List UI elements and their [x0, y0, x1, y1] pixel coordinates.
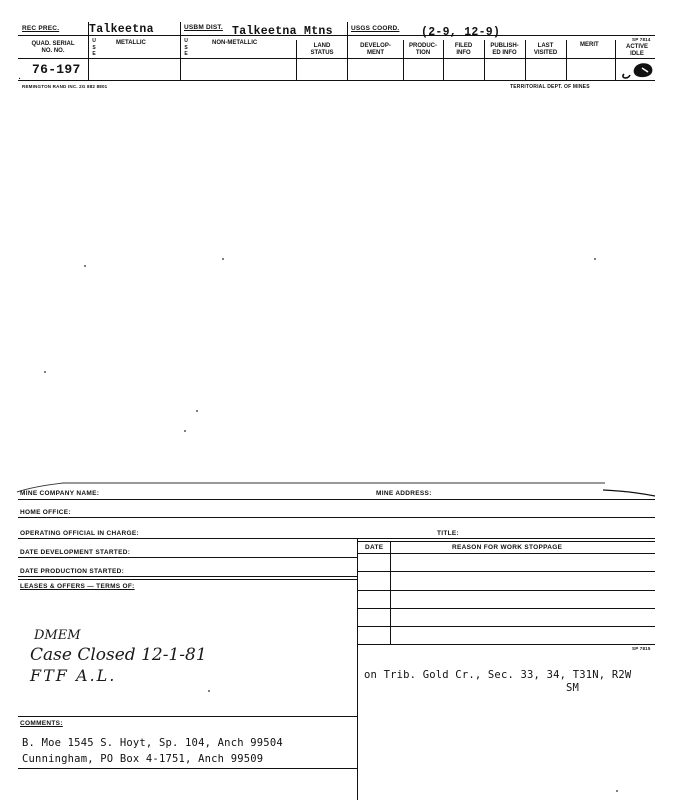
- col-divider: [296, 40, 297, 80]
- date-column-label: DATE: [365, 544, 384, 551]
- table-rule: [357, 590, 655, 591]
- center-divider: [357, 538, 358, 800]
- col-divider: [180, 22, 181, 80]
- col-divider: [566, 40, 567, 80]
- col-divider: [615, 40, 616, 80]
- metallic-label: METALLIC: [116, 40, 146, 46]
- form-rule: [18, 517, 655, 518]
- location-line-2: SM: [566, 682, 580, 694]
- scan-speck: [208, 690, 210, 692]
- form-code-top: SP 7814: [632, 37, 651, 42]
- scan-speck: [222, 258, 224, 260]
- quad-serial-label: QUAD. SERIAL NO. NO.: [31, 41, 75, 54]
- form-top-rule: [15, 472, 665, 502]
- date-column-divider: [390, 541, 391, 645]
- reason-column-label: REASON FOR WORK STOPPAGE: [452, 544, 563, 551]
- table-rule: [357, 608, 655, 609]
- form-rule: [18, 768, 357, 769]
- production-label: PRODUC- TION: [409, 43, 437, 56]
- date-production-started-label: DATE PRODUCTION STARTED:: [20, 568, 125, 575]
- form-rule: [18, 576, 357, 577]
- date-development-started-label: DATE DEVELOPMENT STARTED:: [20, 549, 131, 556]
- use-marker-metallic: U S E: [92, 38, 96, 57]
- comment-line-2: Cunningham, PO Box 4-1751, Anch 99509: [22, 753, 264, 765]
- usbm-dist-value: Talkeetna Mtns: [232, 25, 333, 38]
- non-metallic-label: NON-METALLIC: [212, 40, 258, 46]
- usbm-dist-label: USBM DIST.: [184, 24, 223, 31]
- form-code-bottom: SP 7815: [632, 646, 651, 651]
- col-divider: [347, 22, 348, 80]
- form-rule: [18, 579, 357, 580]
- title-label: TITLE:: [437, 530, 460, 537]
- usgs-coord-label: USGS COORD.: [351, 25, 400, 32]
- scan-speck: [44, 371, 46, 373]
- mine-address-label: MINE ADDRESS:: [376, 490, 432, 497]
- form-rule: [18, 538, 655, 539]
- comment-line-1: B. Moe 1545 S. Hoyt, Sp. 104, Anch 99504: [22, 737, 283, 749]
- merit-label: MERIT: [580, 42, 599, 48]
- serial-number: 76-197: [32, 62, 81, 77]
- scan-speck: [594, 258, 596, 260]
- table-rule: [357, 553, 655, 554]
- last-visited-label: LAST VISITED: [533, 43, 558, 56]
- use-marker-nonmetallic: U S E: [184, 38, 188, 57]
- rec-prec-value: Talkeetna: [89, 23, 154, 36]
- table-rule: [357, 626, 655, 627]
- header-label-divider: [18, 58, 655, 59]
- usgs-coord-value: (2-9, 12-9): [421, 26, 501, 39]
- active-idle-label: ACTIVE IDLE: [625, 44, 648, 57]
- home-office-label: HOME OFFICE:: [20, 509, 71, 516]
- comments-label: COMMENTS:: [20, 720, 63, 727]
- scan-speck: [184, 430, 186, 432]
- form-rule: [357, 541, 655, 542]
- form-rule: [18, 716, 357, 717]
- development-label: DEVELOP- MENT: [360, 43, 391, 56]
- location-line-1: on Trib. Gold Cr., Sec. 33, 34, T31N, R2W: [364, 669, 632, 681]
- rec-prec-label: REC PREC.: [22, 25, 60, 32]
- scan-speck: [84, 265, 86, 267]
- dept-note: TERRITORIAL DEPT. OF MINES: [510, 84, 590, 90]
- form-rule: [18, 557, 357, 558]
- form-rule: [18, 499, 655, 500]
- land-status-label: LAND STATUS: [310, 43, 334, 56]
- active-idle-mark: [618, 60, 658, 82]
- scan-speck: [616, 790, 618, 792]
- mine-company-name-label: MINE COMPANY NAME:: [20, 490, 100, 497]
- handwritten-note-1: DMEM: [34, 628, 81, 643]
- printer-note: REMINGTON RAND INC. 2G 882 8801: [22, 84, 108, 89]
- operating-official-label: OPERATING OFFICIAL IN CHARGE:: [20, 530, 139, 537]
- scan-speck: [196, 410, 198, 412]
- handwritten-note-2: Case Closed 12-1-81: [30, 645, 207, 665]
- table-rule: [357, 644, 655, 645]
- table-rule: [357, 571, 655, 572]
- handwritten-note-3: FTF A.L.: [30, 666, 117, 685]
- row-marker: .: [18, 70, 22, 82]
- header-bottom-rule: [18, 80, 655, 81]
- published-info-label: PUBLISH- ED INFO: [490, 43, 519, 56]
- leases-label: LEASES & OFFERS — TERMS OF:: [20, 583, 135, 590]
- filed-info-label: FILED INFO: [454, 43, 473, 56]
